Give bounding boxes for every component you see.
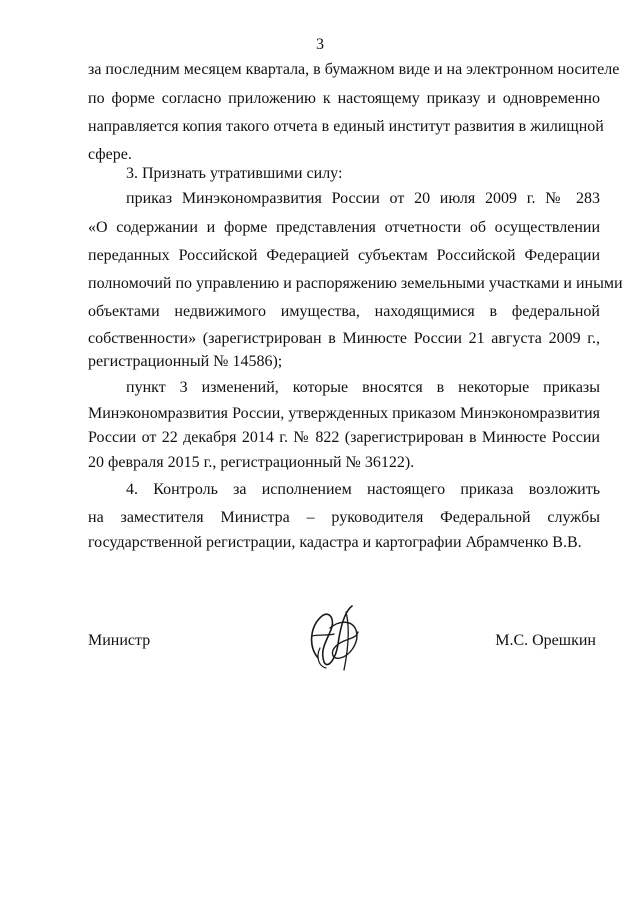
- item3-heading: 3. Признать утратившими силу:: [126, 165, 343, 182]
- page-number: 3: [316, 36, 324, 53]
- signatory-name: М.С. Орешкин: [495, 632, 596, 649]
- signatory-position: Министр: [88, 632, 151, 649]
- item3-sub1-line: собственности» (зарегистрирован в Минюсте России 21 августа 2009 г.,: [88, 330, 600, 347]
- item3-sub1-line: приказ Минэкономразвития России от 20 июля 2009 г. № 283: [126, 190, 600, 207]
- item3-sub1-line: регистрационный № 14586);: [88, 353, 283, 370]
- item4-line: 4. Контроль за исполнением настоящего приказа возложить: [126, 481, 600, 498]
- paragraph1-line: за последним месяцем квартала, в бумажном виде и на электронном носителе: [88, 61, 620, 78]
- item4-line: на заместителя Министра – руководителя Федеральной службы: [88, 509, 600, 526]
- item3-sub2-line: Минэкономразвития России, утвержденных приказом Минэкономразвития: [88, 405, 600, 422]
- item3-sub1-line: переданных Российской Федерацией субъектам Российской Федерации: [88, 247, 600, 264]
- item3-sub1-line: «О содержании и форме представления отчетности об осуществлении: [88, 219, 600, 236]
- paragraph1-line: сфере.: [88, 146, 132, 163]
- item3-sub2-line: пункт 3 изменений, которые вносятся в некоторые приказы: [126, 379, 600, 396]
- item4-line: государственной регистрации, кадастра и картографии Абрамченко В.В.: [88, 534, 582, 551]
- paragraph1-line: направляется копия такого отчета в единый институт развития в жилищной: [88, 118, 604, 135]
- item3-sub2-line: 20 февраля 2015 г., регистрационный № 36122).: [88, 454, 415, 471]
- item3-sub1-line: полномочий по управлению и распоряжению земельными участками и иными: [88, 275, 623, 292]
- paragraph1-line: по форме согласно приложению к настоящему приказу и одновременно: [88, 90, 600, 107]
- item3-sub1-line: объектами недвижимого имущества, находящимися в федеральной: [88, 303, 600, 320]
- handwritten-signature: [300, 598, 370, 674]
- item3-sub2-line: России от 22 декабря 2014 г. № 822 (зарегистрирован в Минюсте России: [88, 429, 600, 446]
